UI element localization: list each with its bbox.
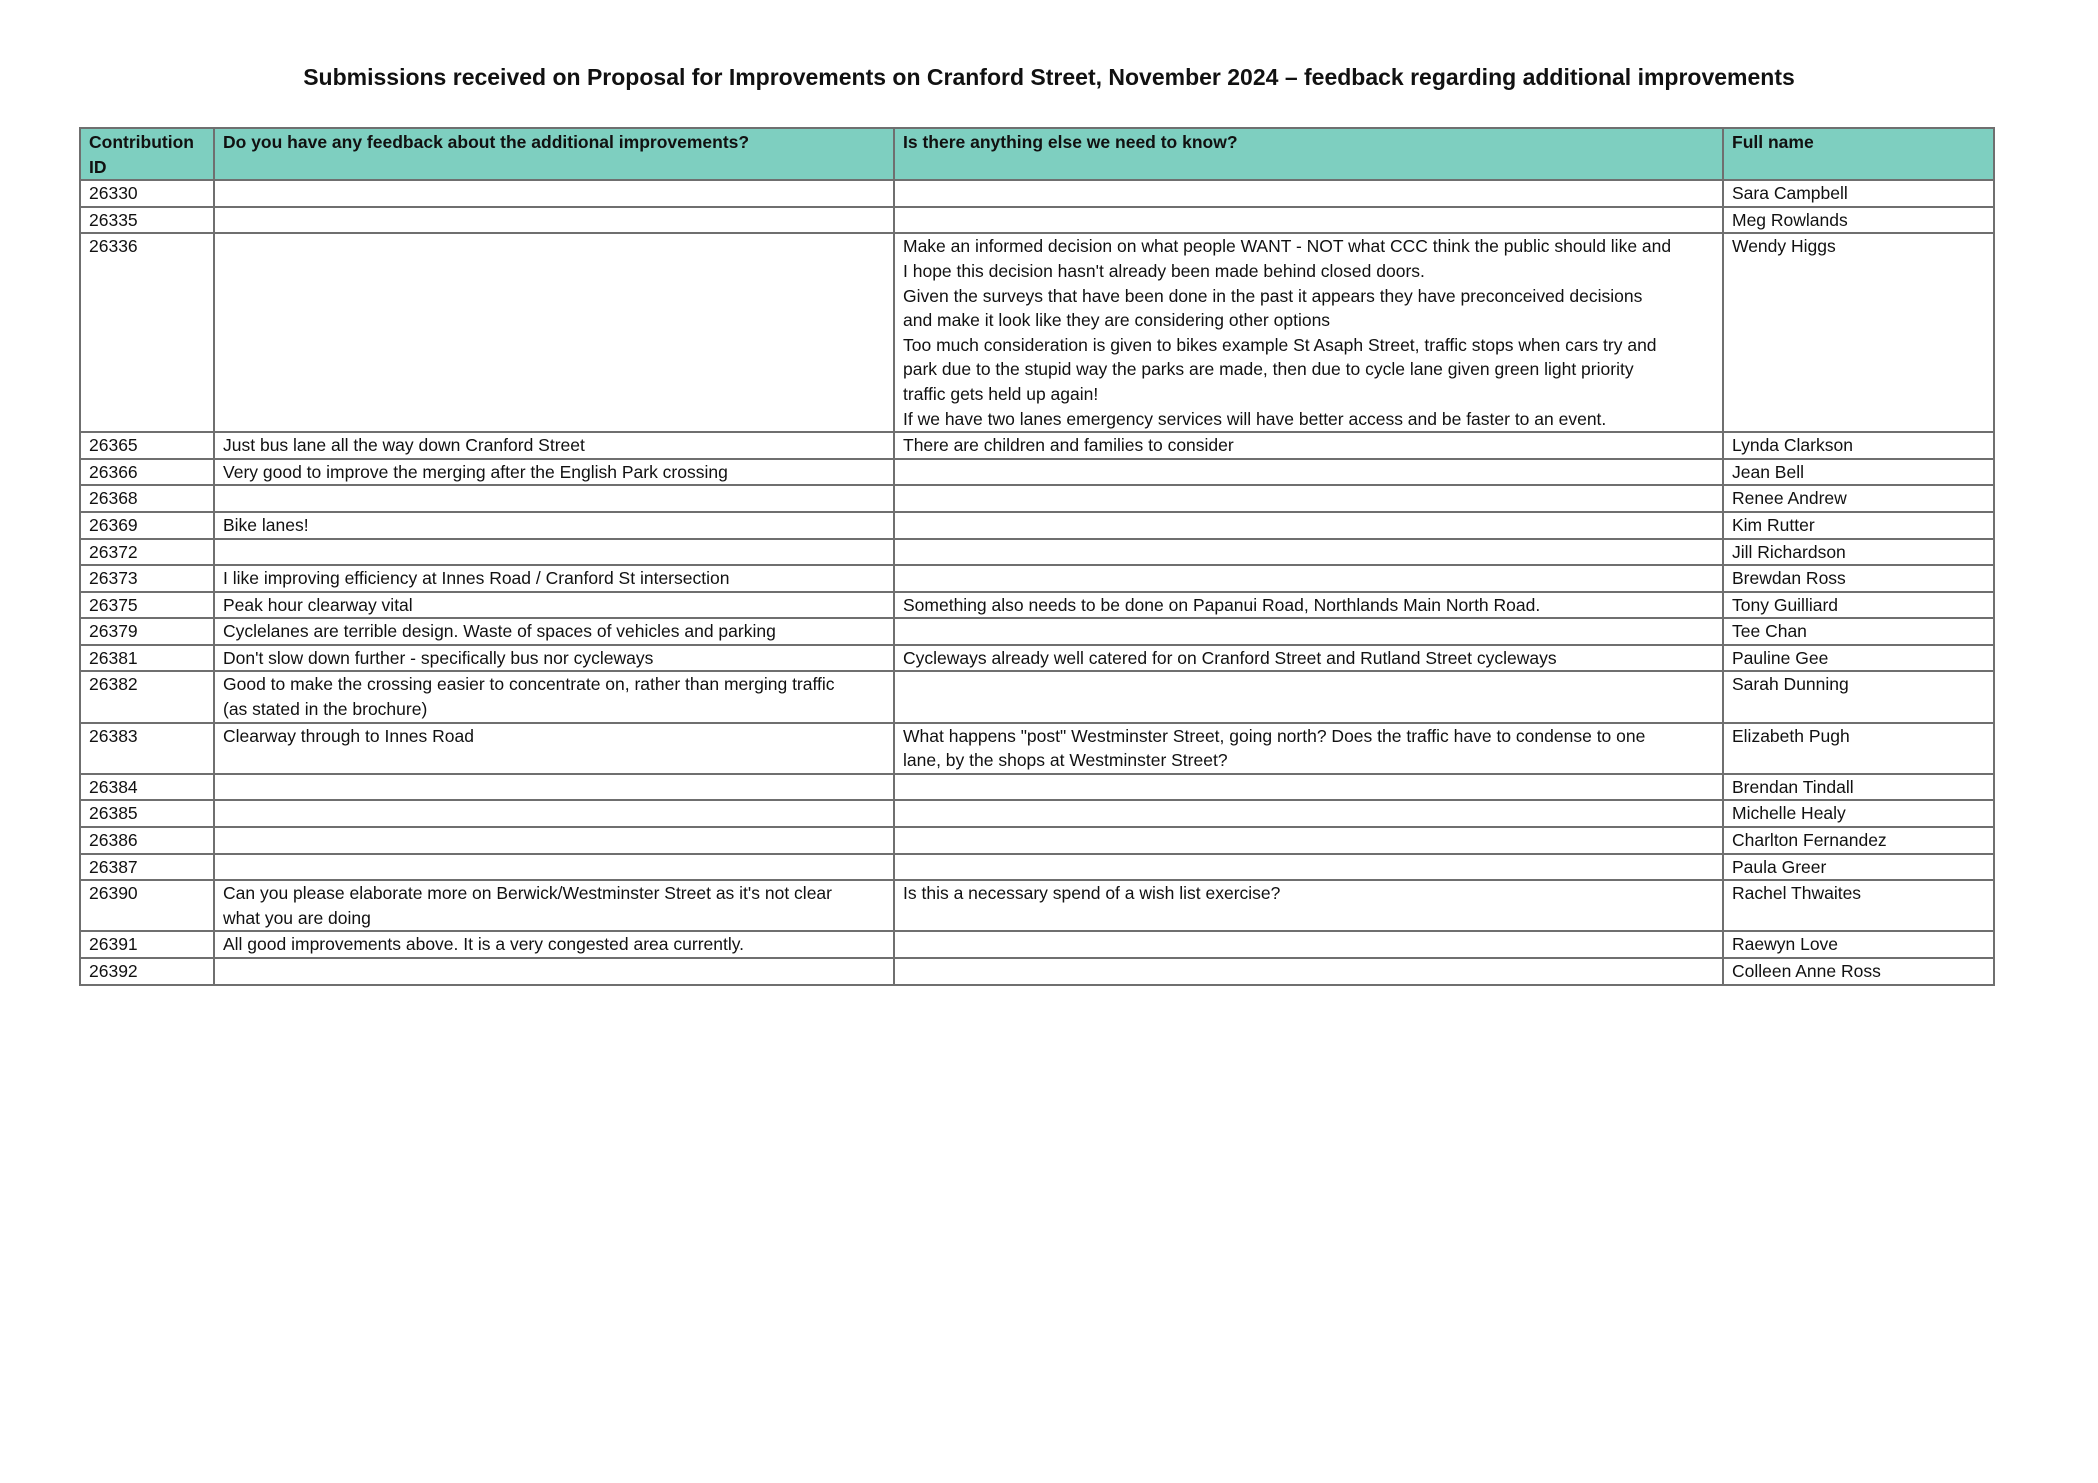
anything-else-cell <box>894 459 1723 486</box>
anything-else-cell: Something also needs to be done on Papanui Road, Northlands Main North Road. <box>894 592 1723 619</box>
full-name-cell: Brewdan Ross <box>1723 565 1994 592</box>
full-name-cell: Jill Richardson <box>1723 539 1994 566</box>
table-row <box>80 485 1994 512</box>
anything-else-cell <box>894 180 1723 207</box>
contribution-id-cell: 26387 <box>80 854 214 881</box>
full-name-cell: Tony Guilliard <box>1723 592 1994 619</box>
table-body <box>80 180 1994 984</box>
anything-else-cell <box>894 671 1723 722</box>
anything-else-cell: Make an informed decision on what people WANT - NOT what CCC think the public should like and I hope this decision hasn't already been made behind closed doors. Given the surveys that have been done in the past it appears they have preconceived decisions and make it look like they are considering other options Too much consideration is given to bikes example St Asaph Street, traffic stops when cars try and park due to the stupid way the parks are made, then due to cycle lane given green light priority traffic gets held up again! If we have two lanes emergency services will have better access and be faster to an event. <box>894 233 1723 432</box>
anything-else-cell <box>894 618 1723 645</box>
anything-else-cell <box>894 485 1723 512</box>
table-row <box>80 800 1994 827</box>
full-name-cell: Meg Rowlands <box>1723 207 1994 234</box>
anything-else-cell: What happens "post" Westminster Street, going north? Does the traffic have to condense to one lane, by the shops at Westminster Street? <box>894 723 1723 774</box>
feedback-cell <box>214 207 894 234</box>
table-row <box>80 827 1994 854</box>
column-header-full-name: Full name <box>1723 128 1994 180</box>
full-name-cell: Colleen Anne Ross <box>1723 958 1994 985</box>
table-header-row <box>80 128 1994 180</box>
anything-else-cell <box>894 774 1723 801</box>
anything-else-cell: Is this a necessary spend of a wish list exercise? <box>894 880 1723 931</box>
table-row <box>80 958 1994 985</box>
table-row <box>80 931 1994 958</box>
table-row <box>80 671 1994 722</box>
feedback-cell <box>214 827 894 854</box>
anything-else-cell <box>894 827 1723 854</box>
feedback-cell <box>214 539 894 566</box>
anything-else-cell <box>894 539 1723 566</box>
full-name-cell: Kim Rutter <box>1723 512 1994 539</box>
feedback-cell: Good to make the crossing easier to concentrate on, rather than merging traffic (as stated in the brochure) <box>214 671 894 722</box>
contribution-id-cell: 26366 <box>80 459 214 486</box>
table-row <box>80 180 1994 207</box>
page-title: Submissions received on Proposal for Improvements on Cranford Street, November 2024 – feedback regarding additional improvements <box>303 64 1795 90</box>
full-name-cell: Sara Campbell <box>1723 180 1994 207</box>
contribution-id-cell: 26369 <box>80 512 214 539</box>
table-row <box>80 880 1994 931</box>
contribution-id-cell: 26381 <box>80 645 214 672</box>
contribution-id-cell: 26379 <box>80 618 214 645</box>
anything-else-cell: Cycleways already well catered for on Cranford Street and Rutland Street cycleways <box>894 645 1723 672</box>
table-row <box>80 207 1994 234</box>
contribution-id-cell: 26391 <box>80 931 214 958</box>
contribution-id-cell: 26372 <box>80 539 214 566</box>
table-row <box>80 432 1994 459</box>
anything-else-cell <box>894 854 1723 881</box>
full-name-cell: Jean Bell <box>1723 459 1994 486</box>
feedback-cell <box>214 800 894 827</box>
feedback-cell <box>214 958 894 985</box>
table-row <box>80 618 1994 645</box>
table-row <box>80 854 1994 881</box>
feedback-cell: Peak hour clearway vital <box>214 592 894 619</box>
full-name-cell: Rachel Thwaites <box>1723 880 1994 931</box>
anything-else-cell <box>894 565 1723 592</box>
table-row <box>80 592 1994 619</box>
contribution-id-cell: 26335 <box>80 207 214 234</box>
anything-else-cell <box>894 800 1723 827</box>
full-name-cell: Michelle Healy <box>1723 800 1994 827</box>
feedback-cell <box>214 233 894 432</box>
column-header-anything-else: Is there anything else we need to know? <box>894 128 1723 180</box>
anything-else-cell <box>894 931 1723 958</box>
full-name-cell: Tee Chan <box>1723 618 1994 645</box>
feedback-cell: Just bus lane all the way down Cranford Street <box>214 432 894 459</box>
anything-else-cell: There are children and families to consider <box>894 432 1723 459</box>
feedback-cell <box>214 485 894 512</box>
submissions-table-container <box>79 127 1993 986</box>
table-row <box>80 233 1994 432</box>
full-name-cell: Wendy Higgs <box>1723 233 1994 432</box>
submissions-table <box>79 127 1995 986</box>
feedback-cell <box>214 180 894 207</box>
contribution-id-cell: 26336 <box>80 233 214 432</box>
full-name-cell: Brendan Tindall <box>1723 774 1994 801</box>
full-name-cell: Renee Andrew <box>1723 485 1994 512</box>
contribution-id-cell: 26382 <box>80 671 214 722</box>
feedback-cell <box>214 854 894 881</box>
full-name-cell: Lynda Clarkson <box>1723 432 1994 459</box>
column-header-contribution-id: Contribution ID <box>80 128 214 180</box>
contribution-id-cell: 26365 <box>80 432 214 459</box>
table-row <box>80 645 1994 672</box>
table-row <box>80 512 1994 539</box>
table-row <box>80 774 1994 801</box>
contribution-id-cell: 26392 <box>80 958 214 985</box>
full-name-cell: Raewyn Love <box>1723 931 1994 958</box>
contribution-id-cell: 26390 <box>80 880 214 931</box>
table-row <box>80 539 1994 566</box>
feedback-cell: Cyclelanes are terrible design. Waste of spaces of vehicles and parking <box>214 618 894 645</box>
feedback-cell: Don't slow down further - specifically bus nor cycleways <box>214 645 894 672</box>
full-name-cell: Charlton Fernandez <box>1723 827 1994 854</box>
column-header-feedback: Do you have any feedback about the additional improvements? <box>214 128 894 180</box>
table-row <box>80 565 1994 592</box>
contribution-id-cell: 26368 <box>80 485 214 512</box>
feedback-cell: All good improvements above. It is a very congested area currently. <box>214 931 894 958</box>
feedback-cell: Very good to improve the merging after the English Park crossing <box>214 459 894 486</box>
anything-else-cell <box>894 512 1723 539</box>
feedback-cell: Can you please elaborate more on Berwick/Westminster Street as it's not clear what you are doing <box>214 880 894 931</box>
contribution-id-cell: 26383 <box>80 723 214 774</box>
full-name-cell: Paula Greer <box>1723 854 1994 881</box>
contribution-id-cell: 26373 <box>80 565 214 592</box>
table-row <box>80 459 1994 486</box>
contribution-id-cell: 26386 <box>80 827 214 854</box>
contribution-id-cell: 26384 <box>80 774 214 801</box>
full-name-cell: Sarah Dunning <box>1723 671 1994 722</box>
contribution-id-cell: 26330 <box>80 180 214 207</box>
anything-else-cell <box>894 958 1723 985</box>
feedback-cell: I like improving efficiency at Innes Road / Cranford St intersection <box>214 565 894 592</box>
anything-else-cell <box>894 207 1723 234</box>
full-name-cell: Pauline Gee <box>1723 645 1994 672</box>
table-row <box>80 723 1994 774</box>
feedback-cell: Clearway through to Innes Road <box>214 723 894 774</box>
full-name-cell: Elizabeth Pugh <box>1723 723 1994 774</box>
contribution-id-cell: 26385 <box>80 800 214 827</box>
contribution-id-cell: 26375 <box>80 592 214 619</box>
feedback-cell: Bike lanes! <box>214 512 894 539</box>
feedback-cell <box>214 774 894 801</box>
